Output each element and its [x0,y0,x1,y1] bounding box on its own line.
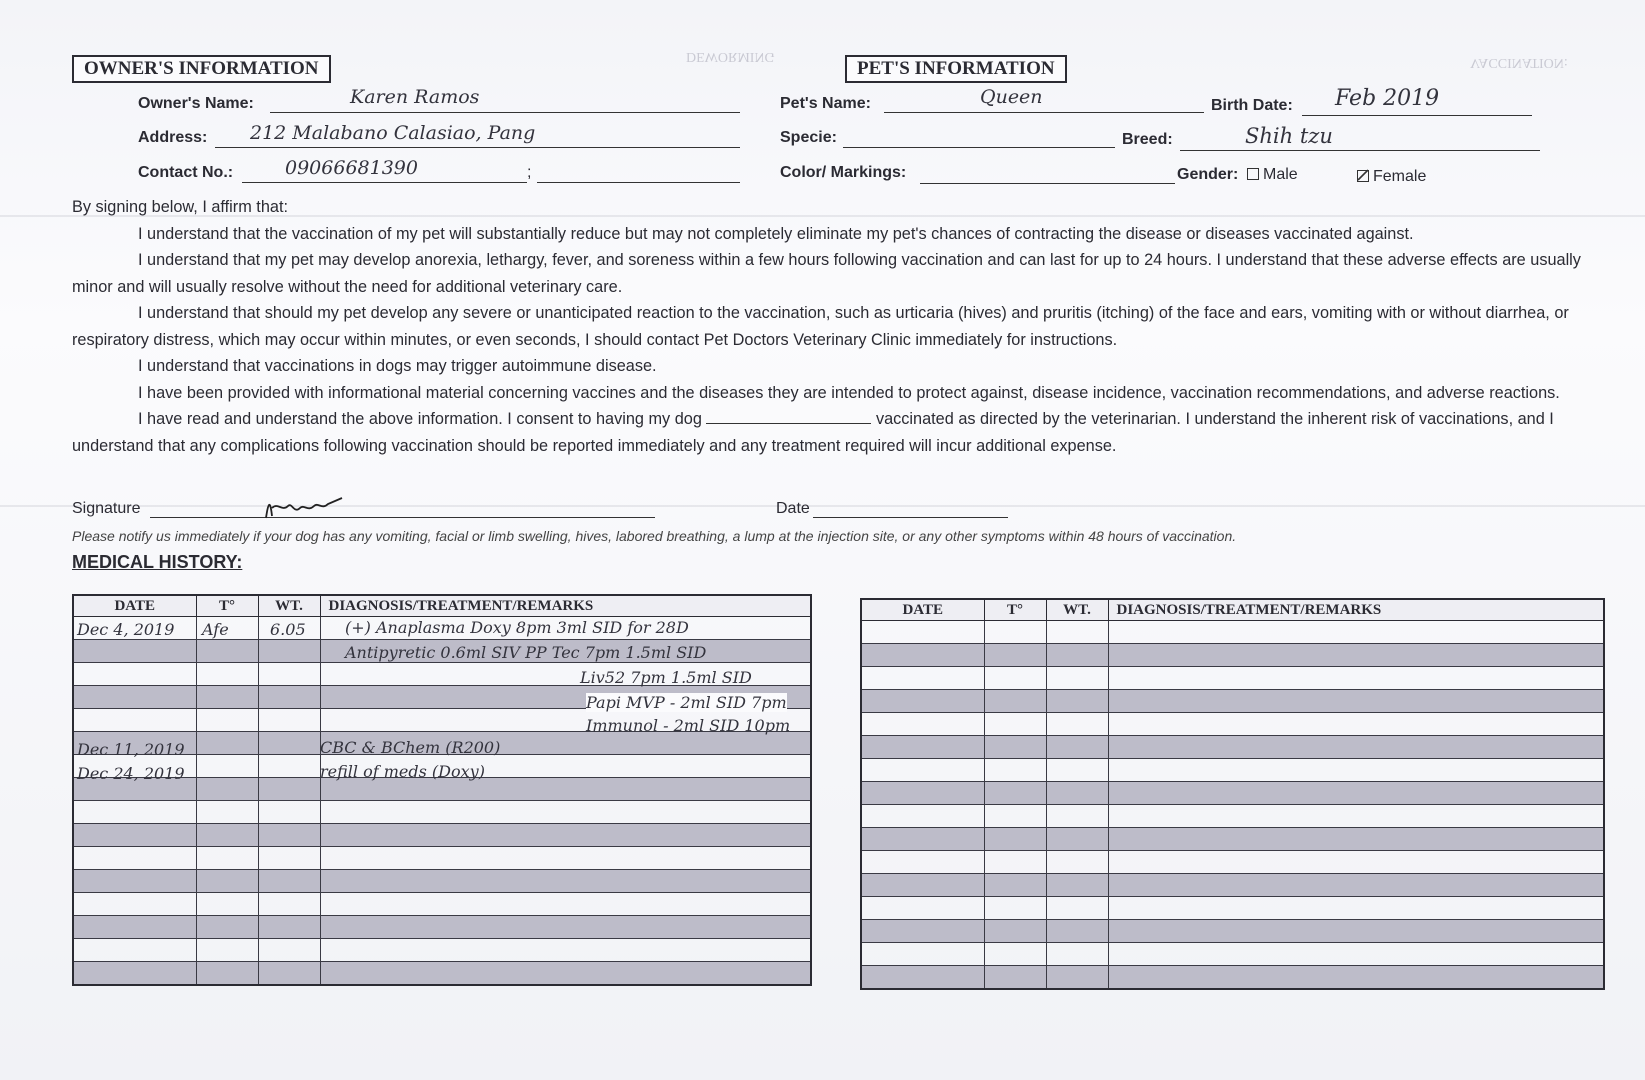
gender-label: Gender: [1177,166,1239,183]
table-cell[interactable] [984,805,1046,828]
table-row [73,847,811,870]
table-row [861,805,1604,828]
dog-name-blank[interactable] [706,409,871,424]
table-cell[interactable] [984,736,1046,759]
check-icon [1357,169,1369,181]
table-cell[interactable] [1108,713,1604,736]
table-row [861,920,1604,943]
table-cell[interactable] [1046,805,1108,828]
entry-remarks: Immunol - 2ml SID 10pm [586,716,791,735]
table-cell[interactable] [984,897,1046,920]
table-row [73,916,811,939]
table-cell[interactable] [984,851,1046,874]
table-cell[interactable] [258,640,320,663]
table-cell[interactable] [861,897,984,920]
table-cell[interactable] [320,847,811,870]
table-cell[interactable] [861,713,984,736]
medical-history-table-right [860,598,1605,990]
table-cell[interactable] [258,801,320,824]
gender-male-option[interactable] [1247,166,1298,184]
ghost-vaccination: VACCINATION: [1470,55,1568,70]
table-cell[interactable] [861,621,984,644]
table-row [861,759,1604,782]
affirm-p4: I understand that vaccinations in dogs may trigger autoimmune disease. [138,357,657,375]
table-cell[interactable] [196,939,258,962]
table-cell[interactable] [196,686,258,709]
col-temp: T° [196,595,258,617]
table-cell[interactable] [1046,690,1108,713]
table-cell[interactable] [258,962,320,986]
birth-date-label: Birth Date: [1211,97,1293,114]
table-cell[interactable] [73,824,196,847]
table-cell[interactable] [258,893,320,916]
table-cell[interactable] [73,686,196,709]
table-cell[interactable] [258,824,320,847]
entry-remarks: refill of meds (Doxy) [320,762,485,781]
birth-date-line [1302,115,1532,116]
table-row [861,828,1604,851]
affirm-p1: I understand that the vaccination of my pet will substantially reduce but may not completely eliminate my pet's chances of contracting the disease or diseases vaccinated against. [138,224,1414,243]
table-cell[interactable] [73,801,196,824]
signature-line[interactable] [150,517,655,518]
table-cell[interactable] [861,690,984,713]
table-cell[interactable] [1108,759,1604,782]
table-cell[interactable] [1046,943,1108,966]
address-line [215,147,740,148]
affirm-p5: I have been provided with informational material concerning vaccines and the diseases they are intended to protect against, disease incidence, vaccination recommendations, and adverse reactions. [138,383,1560,402]
affirm-p6b: vaccinated as directed by the veterinarian. I understand the inherent risk of vaccinations, and I understand that any complications following vaccination should be reported immediately and any treatment required will incur additional expense. [72,410,1554,455]
contact-value[interactable]: 09066681390 [285,157,418,179]
col-weight: WT. [1046,599,1108,621]
table-row [861,851,1604,874]
table-cell[interactable] [861,667,984,690]
table-row [73,870,811,893]
table-cell[interactable] [1108,920,1604,943]
table-cell[interactable] [1046,828,1108,851]
entry-remarks: (+) Anaplasma Doxy 8pm 3ml SID for 28D [345,618,689,637]
entry-remarks: CBC & BChem (R200) [320,738,501,757]
table-row [73,801,811,824]
table-cell[interactable] [73,893,196,916]
pet-name-value[interactable]: Queen [980,86,1043,108]
table-cell[interactable] [984,920,1046,943]
table-cell[interactable] [258,686,320,709]
table-row [861,690,1604,713]
table-row [861,736,1604,759]
table-cell[interactable] [1108,851,1604,874]
table-cell[interactable] [984,713,1046,736]
table-cell[interactable] [258,755,320,778]
entry-date: Dec 4, 2019 [77,620,175,639]
table-cell[interactable] [258,847,320,870]
table-cell[interactable] [861,920,984,943]
table-cell[interactable] [196,893,258,916]
breed-value[interactable]: Shih tzu [1245,124,1333,148]
owner-name-label: Owner's Name: [138,95,254,112]
table-row [861,874,1604,897]
table-cell[interactable] [1046,920,1108,943]
col-remarks: DIAGNOSIS/TREATMENT/REMARKS [1108,599,1604,621]
table-cell[interactable] [1046,897,1108,920]
notify-notice: Please notify us immediately if your dog has any vomiting, facial or limb swelling, hives, labored breathing, a lump at the injection site, or any other symptoms within 48 hours of vaccination. [72,528,1237,544]
table-row [73,939,811,962]
table-cell[interactable] [861,759,984,782]
table-cell[interactable] [1108,805,1604,828]
entry-remarks: Antipyretic 0.6ml SIV PP Tec 7pm 1.5ml SID [345,643,707,662]
specie-line [843,147,1115,148]
date-label: Date [776,500,810,517]
ghost-deworming: DEWORMING [686,49,775,64]
table-cell[interactable] [196,778,258,801]
paper-fold [0,505,1645,507]
entry-date: Dec 11, 2019 [77,740,185,759]
table-cell[interactable] [73,847,196,870]
table-cell[interactable] [320,939,811,962]
table-cell[interactable] [1108,874,1604,897]
table-cell[interactable] [196,732,258,755]
gender-male-label: Male [1263,166,1298,183]
table-cell[interactable] [1046,851,1108,874]
address-value[interactable]: 212 Malabano Calasiao, Pang [250,122,536,144]
table-cell[interactable] [1108,943,1604,966]
table-cell[interactable] [861,828,984,851]
table-cell[interactable] [984,943,1046,966]
table-cell[interactable] [196,824,258,847]
table-row [861,943,1604,966]
owner-name-value[interactable]: Karen Ramos [350,86,480,108]
table-cell[interactable] [73,870,196,893]
entry-temp: Afe [202,620,229,639]
table-cell[interactable] [984,782,1046,805]
table-cell[interactable] [984,828,1046,851]
female-checkbox-checked[interactable] [1357,170,1369,182]
table-cell[interactable] [320,824,811,847]
table-cell[interactable] [1108,621,1604,644]
table-cell[interactable] [258,732,320,755]
table-row [861,966,1604,990]
signature-label: Signature [72,500,141,517]
table-row [861,782,1604,805]
table-cell[interactable] [1108,897,1604,920]
entry-remarks: Liv52 7pm 1.5ml SID [580,668,752,687]
signature-mark [258,494,348,524]
table-cell[interactable] [1046,736,1108,759]
pet-name-label: Pet's Name: [780,95,871,112]
contact-line [242,182,527,183]
birth-date-value[interactable]: Feb 2019 [1335,86,1440,111]
table-cell[interactable] [984,874,1046,897]
color-markings-label: Color/ Markings: [780,164,907,181]
table-cell[interactable] [1108,644,1604,667]
col-temp: T° [984,599,1046,621]
affirm-p3: I understand that should my pet develop any severe or unanticipated reaction to the vaccination, such as urticaria (hives) and pruritis (itching) of the face and ears, vomiting with or without diarrhea, or respiratory distress, which may occur within minutes, or even seconds, I should contact Pet Doctors Veterinary Clinic immediately for instructions. [72,304,1569,349]
address-label: Address: [138,129,208,146]
table-cell[interactable] [196,847,258,870]
table-cell[interactable] [196,640,258,663]
table-row [861,621,1604,644]
table-cell[interactable] [73,709,196,732]
table-cell[interactable] [320,870,811,893]
table-cell[interactable] [1046,667,1108,690]
table-cell[interactable] [1046,874,1108,897]
affirmation-text [72,194,1592,459]
col-remarks: DIAGNOSIS/TREATMENT/REMARKS [320,595,811,617]
table-cell[interactable] [861,943,984,966]
table-row [861,644,1604,667]
table-row [861,713,1604,736]
table-cell[interactable] [258,916,320,939]
table-cell[interactable] [984,759,1046,782]
entry-date: Dec 24, 2019 [77,764,185,783]
table-cell[interactable] [73,962,196,986]
table-cell[interactable] [1046,644,1108,667]
owner-name-line [270,112,740,113]
table-cell[interactable] [258,663,320,686]
table-row [861,897,1604,920]
table-cell[interactable] [196,755,258,778]
table-cell[interactable] [258,709,320,732]
table-cell[interactable] [1108,690,1604,713]
medical-history-title: MEDICAL HISTORY: [72,552,243,572]
table-cell[interactable] [196,962,258,986]
table-cell[interactable] [73,663,196,686]
table-cell[interactable] [861,782,984,805]
contact-label: Contact No.: [138,164,234,181]
table-cell[interactable] [984,621,1046,644]
table-cell[interactable] [861,644,984,667]
owner-section-title: OWNER'S INFORMATION [72,55,331,83]
date-line[interactable] [813,517,1008,518]
table-cell[interactable] [320,916,811,939]
table-cell[interactable] [861,966,984,990]
col-date: DATE [73,595,196,617]
table-cell[interactable] [196,663,258,686]
table-cell[interactable] [1046,759,1108,782]
table-cell[interactable] [861,805,984,828]
table-cell[interactable] [1046,782,1108,805]
breed-label: Breed: [1122,131,1173,148]
table-cell[interactable] [320,962,811,986]
affirm-p2: I understand that my pet may develop anorexia, lethargy, fever, and soreness within a few hours following vaccination and can last for up to 24 hours. I understand that these adverse effects are usually minor and will usually resolve without the need for additional veterinary care. [72,251,1581,296]
table-cell[interactable] [984,690,1046,713]
table-cell[interactable] [1108,966,1604,990]
col-weight: WT. [258,595,320,617]
contact-separator: ; [527,164,532,181]
table-cell[interactable] [320,893,811,916]
table-header-row [861,599,1604,621]
table-cell[interactable] [861,874,984,897]
pet-name-line [884,112,1204,113]
table-row [861,667,1604,690]
table-cell[interactable] [984,667,1046,690]
table-cell[interactable] [320,801,811,824]
affirm-intro: By signing below, I affirm that: [72,198,288,216]
table-row [73,824,811,847]
table-cell[interactable] [1108,667,1604,690]
col-date: DATE [861,599,984,621]
table-cell[interactable] [258,939,320,962]
table-cell[interactable] [73,916,196,939]
contact-line-2 [537,182,740,183]
table-cell[interactable] [73,640,196,663]
table-cell[interactable] [196,801,258,824]
table-row [73,962,811,986]
affirm-p6a: I have read and understand the above information. I consent to having my dog [138,410,702,428]
table-cell[interactable] [196,870,258,893]
table-cell[interactable] [258,778,320,801]
table-row [73,893,811,916]
table-cell[interactable] [196,709,258,732]
affirm-p6 [72,406,1592,459]
color-markings-line [920,183,1175,184]
specie-label: Specie: [780,129,837,146]
table-cell[interactable] [258,870,320,893]
table-cell[interactable] [984,644,1046,667]
table-cell[interactable] [984,966,1046,990]
table-cell[interactable] [1046,966,1108,990]
table-cell[interactable] [196,916,258,939]
pet-section-title: PET'S INFORMATION [845,55,1067,83]
table-cell[interactable] [861,851,984,874]
table-cell[interactable] [861,736,984,759]
table-cell[interactable] [1108,782,1604,805]
entry-remarks: Papi MVP - 2ml SID 7pm [586,693,787,712]
table-header-row [73,595,811,617]
table-cell[interactable] [1108,828,1604,851]
male-checkbox[interactable] [1247,168,1259,180]
breed-line [1180,150,1540,151]
gender-female-option[interactable] [1357,168,1426,186]
gender-female-label: Female [1373,168,1427,185]
entry-weight: 6.05 [270,620,306,639]
table-cell[interactable] [1046,713,1108,736]
table-cell[interactable] [1046,621,1108,644]
table-cell[interactable] [1108,736,1604,759]
table-cell[interactable] [73,939,196,962]
